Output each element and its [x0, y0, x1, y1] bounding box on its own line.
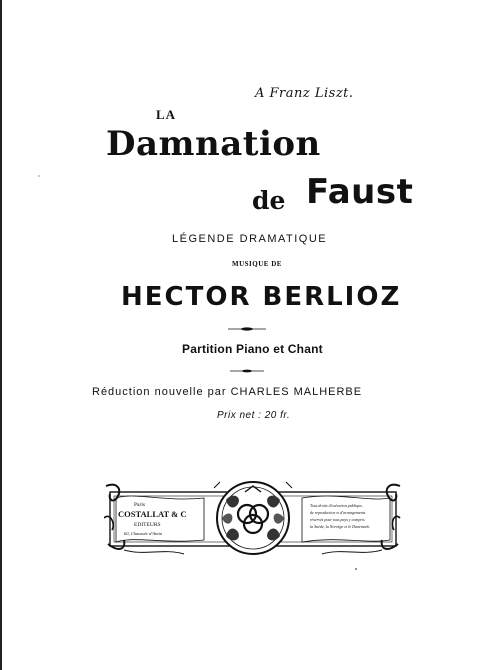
musique-de-label: MUSIQUE DE	[232, 260, 282, 268]
subtitle: LÉGENDE DRAMATIQUE	[172, 233, 328, 245]
ornament-rule-icon	[230, 368, 264, 374]
svg-text:EDITEURS: EDITEURS	[134, 522, 161, 528]
reduction-credit: Réduction nouvelle par CHARLES MALHERBE	[92, 386, 363, 398]
composer-name: HECTOR BERLIOZ	[121, 282, 402, 312]
svg-text:COSTALLAT & C: COSTALLAT & C	[118, 509, 187, 519]
svg-text:Paris: Paris	[134, 502, 145, 508]
edition-label: Partition Piano et Chant	[182, 342, 323, 356]
stray-mark	[355, 568, 357, 570]
title-word-de: de	[252, 186, 286, 215]
svg-text:réservés pour tous pays y comp: réservés pour tous pays y compris	[310, 517, 365, 522]
title-word-faust: Faust	[306, 172, 414, 212]
svg-text:60, Chaussée d'Antin: 60, Chaussée d'Antin	[124, 531, 163, 536]
publisher-vignette	[104, 478, 402, 558]
price: Prix net : 20 fr.	[217, 410, 291, 421]
svg-text:Tous droits d'exécution publiq: Tous droits d'exécution publique,	[310, 503, 363, 508]
title-article: LA	[156, 107, 177, 122]
title-line-damnation: Damnation	[106, 124, 321, 164]
stray-mark	[38, 175, 40, 177]
page-left-border	[0, 0, 2, 670]
ornament-rule-icon	[228, 326, 266, 332]
svg-text:de reproduction et d'arrangeme: de reproduction et d'arrangements	[310, 510, 366, 515]
svg-text:la Suède, la Norvège et le Dan: la Suède, la Norvège et le Danemark.	[310, 524, 370, 529]
dedication: A Franz Liszt.	[255, 86, 354, 101]
